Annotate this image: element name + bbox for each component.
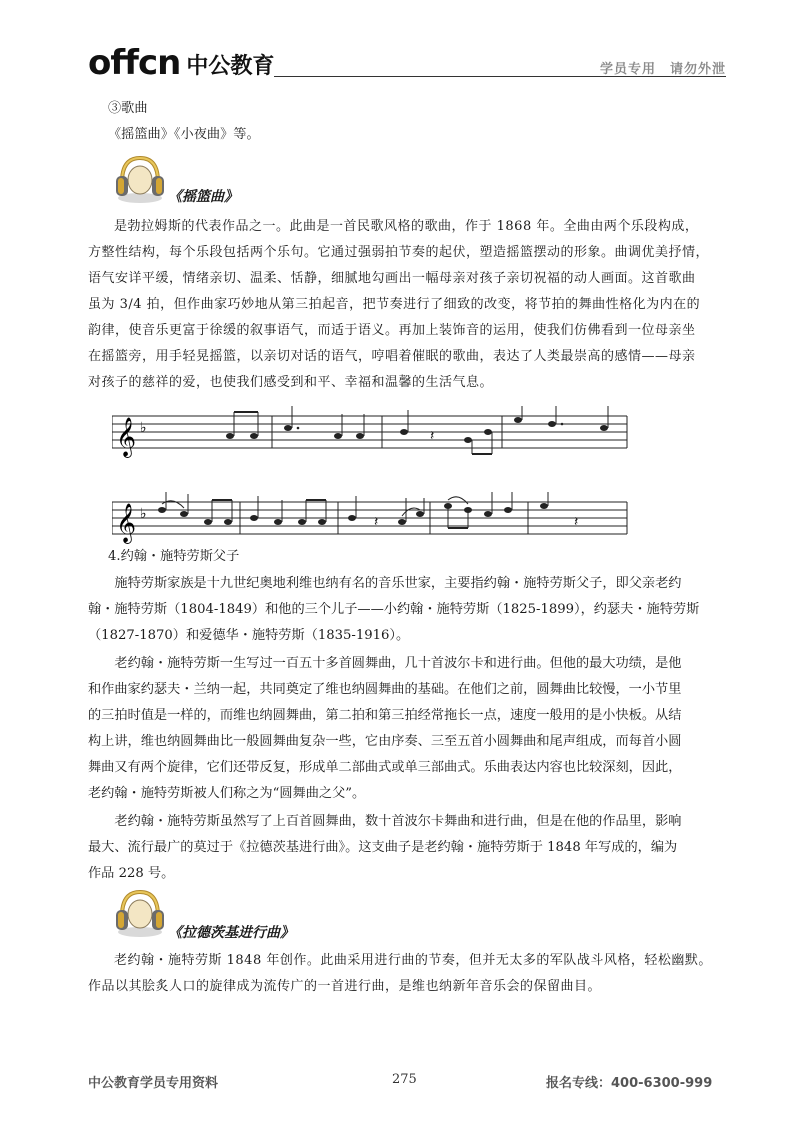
- svg-text:𝄽: 𝄽: [430, 428, 435, 444]
- svg-text:♭: ♭: [140, 506, 147, 522]
- text-line: 老约翰・施特劳斯一生写过一百五十多首圆舞曲，几十首波尔卡和进行曲。但他的最大功绩，是他: [114, 656, 682, 671]
- footer-source: 中公教育学员专用资料: [88, 1076, 219, 1091]
- strauss-family-paragraph: [88, 571, 718, 649]
- piece-title-radetzky: 《拉德茨基进行曲》: [168, 925, 294, 941]
- logo-wordmark: offcn: [88, 43, 181, 83]
- songs-examples: 《摇篮曲》《小夜曲》等。: [108, 127, 260, 142]
- strauss-senior-paragraph: [88, 651, 718, 807]
- page-number: 275: [392, 1072, 417, 1087]
- brand-logo: [88, 43, 275, 83]
- text-line: 构上讲，维也纳圆舞曲比一般圆舞曲复杂一些，它由序奏、三至五首小圆舞曲和尾声组成，而每首小圆: [88, 734, 682, 749]
- music-score-line-1: [112, 406, 632, 470]
- piece-title-lullaby: 《摇篮曲》: [168, 189, 238, 205]
- text-line: 虽为 3/4 拍，但作曲家巧妙地从第三拍起音，把节奏进行了细致的改变，将节拍的舞曲性格化为内在的: [88, 297, 701, 312]
- footer-hotline: 报名专线：400-6300-999: [546, 1076, 713, 1091]
- text-line: 翰・施特劳斯（1804-1849）和他的三个儿子——小约翰・施特劳斯（1825-1899），约瑟夫・施特劳斯: [88, 602, 700, 617]
- header-tagline: 学员专用 请勿外泄: [599, 62, 726, 77]
- text-line: 方整性结构，每个乐段包括两个乐句。它通过强弱拍节奏的起伏，塑造摇篮摆动的形象。曲调优美抒情，: [88, 245, 710, 260]
- radetzky-intro-paragraph: [88, 809, 718, 887]
- headphones-icon: [112, 150, 168, 206]
- section-heading-strauss: 4.约翰・施特劳斯父子: [108, 549, 240, 564]
- songs-heading: ③歌曲: [108, 101, 148, 116]
- svg-text:𝄞: 𝄞: [116, 503, 137, 543]
- text-line: 语气安详平缓，情绪亲切、温柔、恬静，细腻地勾画出一幅母亲对孩子亲切祝福的动人画面。这首歌曲: [88, 271, 696, 286]
- logo-chinese-name: 中公教育: [186, 53, 275, 79]
- text-line: 是勃拉姆斯的代表作品之一。此曲是一首民歌风格的歌曲，作于 1868 年。全曲由两个乐段构成，: [114, 219, 699, 234]
- piece-description-lullaby: [88, 214, 718, 396]
- text-line: 施特劳斯家族是十九世纪奥地利维也纳有名的音乐世家，主要指约翰・施特劳斯父子，即父亲老约: [114, 576, 682, 591]
- piece-description-radetzky: [88, 948, 718, 1000]
- text-line: 老约翰・施特劳斯被人们称之为“圆舞曲之父”。: [88, 786, 366, 801]
- text-line: 韵律，使音乐更富于徐缓的叙事语气，而适于语义。再加上装饰音的运用，使我们仿佛看到一位母亲坐: [88, 323, 696, 338]
- text-line: 老约翰・施特劳斯 1848 年创作。此曲采用进行曲的节奏，但并无太多的军队战斗风格，轻松幽默。: [114, 953, 712, 968]
- text-line: 在摇篮旁，用手轻晃摇篮，以亲切对话的语气，哼唱着催眠的歌曲，表达了人类最崇高的感情——母亲: [88, 349, 696, 364]
- svg-text:𝄽: 𝄽: [574, 514, 579, 530]
- text-line: （1827-1870）和爱德华・施特劳斯（1835-1916）。: [88, 628, 410, 643]
- svg-text:♭: ♭: [140, 420, 147, 436]
- text-line: 老约翰・施特劳斯虽然写了上百首圆舞曲，数十首波尔卡舞曲和进行曲，但是在他的作品里，影响: [114, 814, 682, 829]
- svg-text:𝄽: 𝄽: [374, 514, 379, 530]
- svg-text:𝄞: 𝄞: [116, 417, 137, 457]
- text-line: 对孩子的慈祥的爱，也使我们感受到和平、幸福和温馨的生活气息。: [88, 375, 494, 390]
- text-line: 舞曲又有两个旋律，它们还带反复，形成单二部曲式或单三部曲式。乐曲表达内容也比较深刻，因此，: [88, 760, 682, 775]
- text-line: 的三拍时值是一样的，而维也纳圆舞曲，第二拍和第三拍经常拖长一点，速度一般用的是小快板。从结: [88, 708, 682, 723]
- text-line: 作品 228 号。: [88, 866, 175, 881]
- text-line: 和作曲家约瑟夫・兰纳一起，共同奠定了维也纳圆舞曲的基础。在他们之前，圆舞曲比较慢，一小节里: [88, 682, 682, 697]
- text-line: 最大、流行最广的莫过于《拉德茨基进行曲》。这支曲子是老约翰・施特劳斯于 1848 年写成的，编为: [88, 840, 678, 855]
- text-line: 作品以其脍炙人口的旋律成为流传广的一首进行曲，是维也纳新年音乐会的保留曲目。: [88, 979, 602, 994]
- headphones-icon: [112, 884, 168, 940]
